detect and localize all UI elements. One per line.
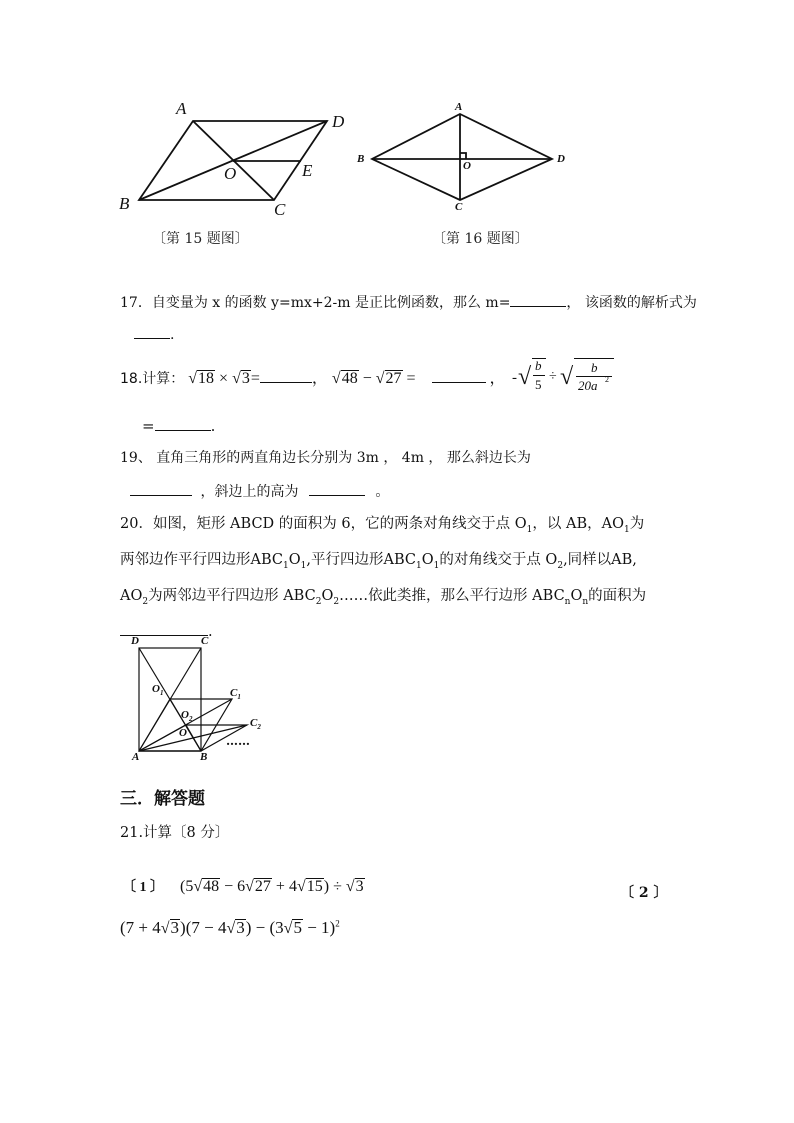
q18-eq1: =: [250, 370, 260, 387]
q19-blank-height: [309, 479, 365, 496]
q21-part1-label: 〔 1 〕: [122, 880, 164, 895]
q18-end: .: [210, 417, 216, 435]
question-20: [120, 509, 646, 647]
fig20-ellipsis: ……: [226, 734, 250, 748]
q18-eq2: =: [402, 370, 420, 387]
q21-p1-rad-48: 48: [203, 878, 220, 895]
q17-end: .: [170, 327, 175, 343]
fig15-label-c: C: [274, 200, 286, 219]
q19-text: 19、 直角三角形的两直角边长分别为 3m ， 4m ， 那么斜边长为: [120, 450, 531, 466]
q20-blank: [120, 619, 208, 636]
q18-frac1-den: 5: [535, 377, 542, 392]
fig20-label-o3: O: [179, 727, 187, 739]
q18-eq3: =: [142, 417, 155, 435]
q20-line2: 两邻边作平行四边形$ABC_1O_1$,平行四边形$ABC_1O_1$的对角线交于点 $O_2$,同样以AB,: [120, 551, 637, 571]
fig15-label-e: E: [302, 161, 313, 180]
fig16-label-b: B: [357, 153, 365, 165]
q21-p2-rad-3b: 3: [236, 918, 245, 937]
q19-mid: ，斜边上的高为: [200, 484, 299, 500]
question-19: [120, 447, 531, 467]
q21-p1-rad-15: 15: [306, 878, 323, 895]
fig15-label-a: A: [176, 99, 187, 118]
fig20-label-o2: $O_2$: [181, 709, 193, 724]
q18-blank-3: [155, 414, 211, 431]
q21-title: 21.计算〔8 分〕: [120, 825, 230, 841]
q18-frac1-num: b: [535, 358, 542, 373]
fig20-label-a: A: [132, 751, 140, 763]
q17-blank-expr: [134, 322, 170, 339]
q18-radicand-27: 27: [385, 370, 402, 387]
fig16-label-c: C: [455, 201, 463, 213]
q20-line1: 20．如图，矩形 ABCD 的面积为 6，它的两条对角线交于点 $O_1$，以 AB，$AO_1$为: [120, 516, 645, 535]
q20-line3: $AO_2$为两邻边平行四边形 $ABC_2O_2\dots\dots$依此类推，那么平行边形 $ABC_nO_n$的面积为: [120, 587, 647, 607]
q18-radicand-18: 18: [198, 370, 215, 387]
fig15-label-o: O: [224, 164, 237, 183]
q18-frac2-exp: 2: [605, 375, 609, 384]
q21-p1-rad-27: 27: [254, 878, 271, 895]
fig16-label-d: D: [557, 153, 565, 165]
fig15-label-d: D: [332, 112, 345, 131]
q21-p2-rad-5: 5: [293, 918, 302, 937]
q18-times: ×: [219, 370, 229, 387]
q18-minus: −: [362, 370, 372, 387]
q18-prefix: 18.计算：: [120, 371, 185, 387]
q18-blank-1: [260, 366, 312, 383]
fig16-label-a: A: [455, 101, 463, 113]
q21-p2-rad-3a: 3: [170, 918, 180, 937]
fig20-label-c1: $C_1$: [230, 687, 241, 702]
q18-blank-2: [432, 366, 486, 383]
question-18: 18.计算： √18 × √3= ， √48 − √27 = ，: [120, 365, 506, 388]
q21-part1: 〔 1 〕 (5√48 − 6√27 + 4√15) ÷ √3: [122, 878, 364, 895]
q19-end: 。: [375, 484, 390, 500]
fig16-caption: 〔第 16 题图〕: [432, 231, 529, 247]
q18-frac2-num: b: [591, 360, 598, 375]
fig20-label-c: C: [201, 635, 209, 647]
fig15-caption: 〔第 15 题图〕: [152, 231, 249, 247]
fig20-label-b: B: [200, 751, 208, 763]
question-19-line2: [130, 479, 389, 501]
question-18-line2: [142, 414, 215, 435]
q18-comma1: ，: [311, 370, 328, 387]
q18-radicand-3: 3: [241, 370, 250, 387]
q18-comma2: ，: [489, 370, 506, 387]
q21-p1-rad-3: 3: [355, 878, 364, 895]
q17-mid: ， 该函数的解析式为: [566, 295, 697, 311]
section-3-title: 三．解答题: [120, 789, 205, 809]
q18-div: ÷: [549, 369, 557, 384]
q21-part2: $(7 + 4√3)(7 - 4√3) - (3√5 - 1)^2$: [120, 918, 340, 937]
q17-text: 17．自变量为 x 的函数 y=mx+2-m 是正比例函数，那么 m=: [120, 295, 511, 311]
fig20-label-d: D: [131, 635, 139, 647]
fig16-label-o: O: [463, 160, 471, 172]
fig20-label-c2: $C_2$: [250, 717, 261, 732]
q18-neg: -: [512, 370, 517, 386]
fig20-label-o1: $O_1$: [152, 683, 164, 698]
question-17: [120, 290, 697, 312]
q21-part2-label: 〔 2 〕: [620, 885, 668, 901]
fig15-label-b: B: [119, 194, 130, 213]
q19-blank-hyp: [130, 479, 192, 496]
q17-blank-m: [510, 290, 566, 307]
question-17-line2: [134, 322, 174, 343]
q18-radicand-48: 48: [341, 370, 358, 387]
q20-line4: .: [120, 617, 646, 647]
q18-frac2-den: 20a: [578, 378, 598, 393]
